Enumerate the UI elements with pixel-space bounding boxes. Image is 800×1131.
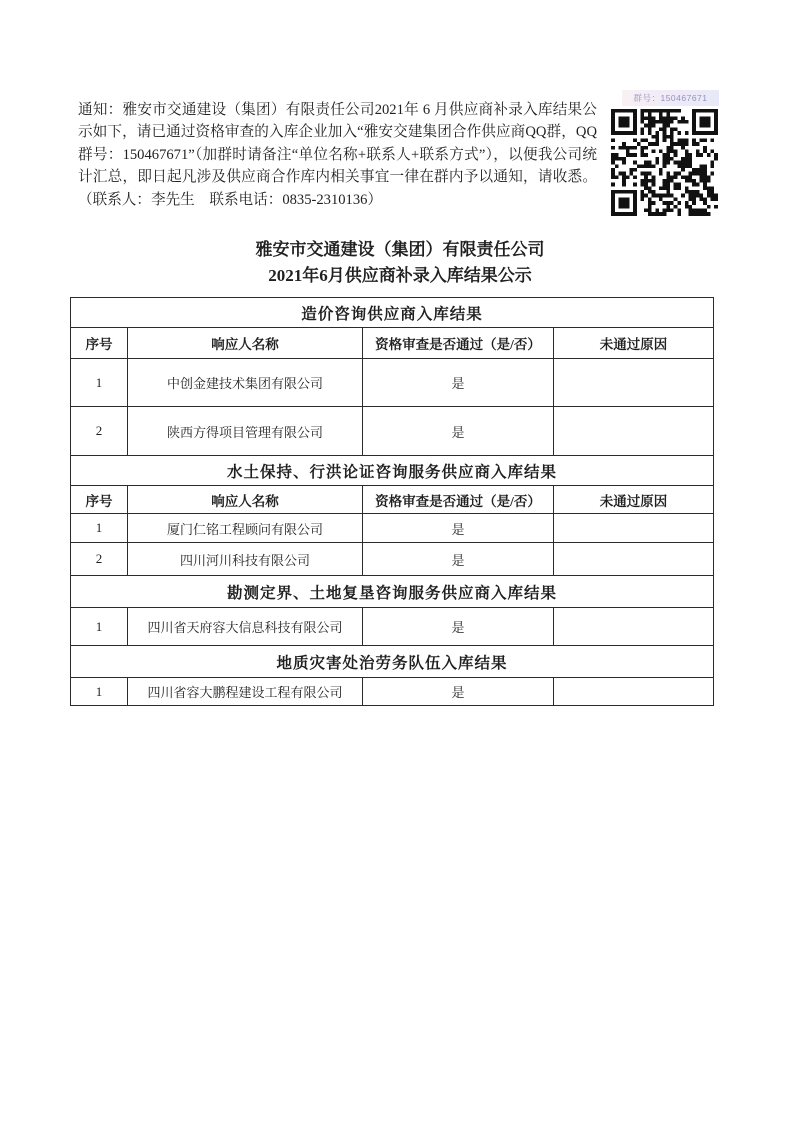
- cell-index: 1: [71, 678, 128, 706]
- page-title-line1: 雅安市交通建设（集团）有限责任公司: [255, 240, 545, 259]
- column-header-cell-index: 序号: [71, 328, 128, 359]
- cell-index: 2: [71, 407, 128, 456]
- cell-qualification-passed: 是: [363, 608, 554, 646]
- table-row: [71, 543, 714, 576]
- table-row: [71, 359, 714, 407]
- qq-group-number-label: 群号：150467671: [622, 90, 719, 106]
- cell-fail-reason: [554, 543, 714, 576]
- cell-index: 1: [71, 514, 128, 543]
- cell-qualification-passed: 是: [363, 407, 554, 456]
- cell-qualification-passed: 是: [363, 678, 554, 706]
- cell-supplier-name: 陕西方得项目管理有限公司: [128, 407, 363, 456]
- column-header-cell-fail-reason: 未通过原因: [554, 486, 714, 514]
- section-title: 水土保持、行洪论证咨询服务供应商入库结果: [71, 456, 714, 486]
- table-row: [71, 678, 714, 706]
- section-title-row: [71, 646, 714, 678]
- cell-index: 1: [71, 608, 128, 646]
- page-title-line2: 2021年6月供应商补录入库结果公示: [268, 265, 532, 285]
- column-header-cell-supplier-name: 响应人名称: [128, 328, 363, 359]
- qr-code-icon: [611, 109, 719, 226]
- results-table-body: [71, 298, 714, 706]
- cell-supplier-name: 四川省天府容大信息科技有限公司: [128, 608, 363, 646]
- table-row: [71, 514, 714, 543]
- supplier-results-table: [70, 297, 714, 706]
- section-title-row: [71, 456, 714, 486]
- column-header-cell-qualification-passed: 资格审查是否通过（是/否）: [363, 328, 554, 359]
- cell-fail-reason: [554, 359, 714, 407]
- table-row: [71, 407, 714, 456]
- cell-supplier-name: 厦门仁铭工程顾问有限公司: [128, 514, 363, 543]
- cell-supplier-name: 中创金建技术集团有限公司: [128, 359, 363, 407]
- section-title-row: [71, 298, 714, 328]
- cell-index: 1: [71, 359, 128, 407]
- cell-fail-reason: [554, 678, 714, 706]
- column-header-row: [71, 328, 714, 359]
- column-header-row: [71, 486, 714, 514]
- column-header-cell-index: 序号: [71, 486, 128, 514]
- section-title-row: [71, 576, 714, 608]
- table-row: [71, 608, 714, 646]
- cell-supplier-name: 四川河川科技有限公司: [128, 543, 363, 576]
- column-header-cell-fail-reason: 未通过原因: [554, 328, 714, 359]
- qq-group-qr-block: [611, 90, 719, 226]
- cell-fail-reason: [554, 514, 714, 543]
- page-title: [0, 237, 800, 288]
- section-title: 勘测定界、土地复垦咨询服务供应商入库结果: [71, 576, 714, 608]
- column-header-cell-supplier-name: 响应人名称: [128, 486, 363, 514]
- column-header-cell-qualification-passed: 资格审查是否通过（是/否）: [363, 486, 554, 514]
- section-title: 地质灾害处治劳务队伍入库结果: [71, 646, 714, 678]
- notice-text: 通知：雅安市交通建设（集团）有限责任公司2021年 6 月供应商补录入库结果公示如下，请已通过资格审查的入库企业加入“雅安交建集团合作供应商QQ群，QQ群号：150467671”（加群时请备注“单位名称+联系人+联系方式”），以便我公司统计汇总，即日起凡涉及供应商合作库内相关事宜一律在群内予以通知，请收悉。（联系人：李先生 联系电话：0835-2310136）: [78, 102, 597, 208]
- cell-fail-reason: [554, 608, 714, 646]
- cell-qualification-passed: 是: [363, 514, 554, 543]
- cell-fail-reason: [554, 407, 714, 456]
- cell-qualification-passed: 是: [363, 543, 554, 576]
- section-title: 造价咨询供应商入库结果: [71, 298, 714, 328]
- cell-qualification-passed: 是: [363, 359, 554, 407]
- cell-supplier-name: 四川省容大鹏程建设工程有限公司: [128, 678, 363, 706]
- cell-index: 2: [71, 543, 128, 576]
